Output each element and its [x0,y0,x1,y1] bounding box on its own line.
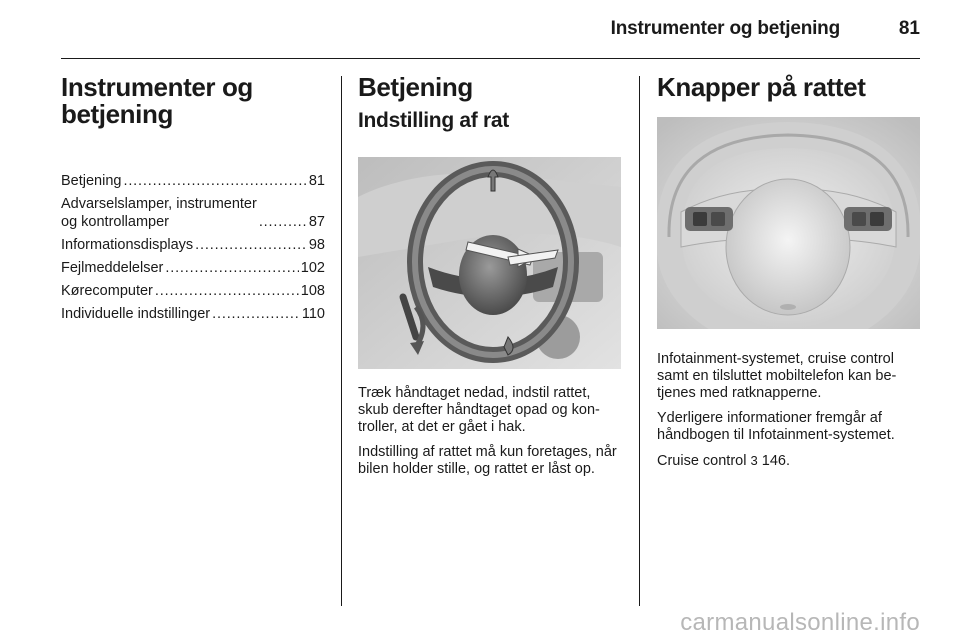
toc-entry[interactable] [61,195,325,231]
column-controls [358,74,621,486]
toc-entry-label: Fejlmeddelelser [61,260,164,276]
toc-entry-page: 81 [308,173,325,189]
steering-adjustment-illustration [358,157,621,369]
header-page-number: 81 [898,18,920,39]
section-heading: Knapper på rattet [657,72,866,102]
cross-ref-page: 146. [761,453,790,469]
cruise-control-reference [657,452,920,470]
column-divider-2 [639,76,640,606]
paragraph: Infotainment-systemet, cruise control samt en tilsluttet mobiltelefon kan betjenes med ratknapperne. [657,351,897,401]
column-divider-1 [341,76,342,606]
toc-entry[interactable] [61,282,325,300]
toc-leader-dots [259,213,307,231]
toc-leader-dots [212,305,300,323]
paragraph: Yderligere informationer fremgår af håndbogen til Infotainment-systemet. [657,410,895,443]
toc-leader-dots [123,172,306,190]
adjustment-instructions [358,385,621,478]
table-of-contents [61,172,325,323]
toc-entry-label: Advarselslamper, instrumenter og kontrollamper [61,196,257,230]
steering-buttons-text [657,351,920,470]
column-toc [61,74,325,328]
chapter-heading: Instrumenter og betjening [61,72,253,129]
cross-ref-label: Cruise control [657,453,747,469]
header-rule [61,58,920,59]
toc-entry-label: Kørecomputer [61,283,153,299]
toc-entry[interactable] [61,259,325,277]
toc-leader-dots [195,236,307,254]
toc-entry-page: 98 [308,237,325,253]
toc-entry-page: 87 [308,214,325,230]
subsection-heading: Indstilling af rat [358,109,509,132]
toc-entry[interactable] [61,305,325,323]
toc-entry[interactable] [61,172,325,190]
toc-entry[interactable] [61,236,325,254]
toc-entry-page: 110 [301,306,325,322]
toc-entry-label: Individuelle indstillinger [61,306,211,322]
header-title: Instrumenter og betjening [610,18,840,39]
cross-reference-arrow-icon: 3 [750,453,758,468]
toc-leader-dots [155,282,299,300]
toc-entry-page: 108 [300,283,325,299]
steering-wheel-buttons-illustration [657,117,920,329]
toc-entry-label: Informationsdisplays [61,237,194,253]
section-heading: Betjening [358,72,473,102]
watermark: carmanualsonline.info [680,609,920,636]
toc-leader-dots [165,259,298,277]
toc-entry-label: Betjening [61,173,122,189]
column-steering-buttons [657,74,920,478]
paragraph: Træk håndtaget nedad, indstil rattet, skub derefter håndtaget opad og kontroller, at det er gået i hak. [358,385,600,435]
paragraph: Indstilling af rattet må kun foretages, når bilen holder stille, og rattet er låst op. [358,444,617,477]
toc-entry-page: 102 [300,260,325,276]
